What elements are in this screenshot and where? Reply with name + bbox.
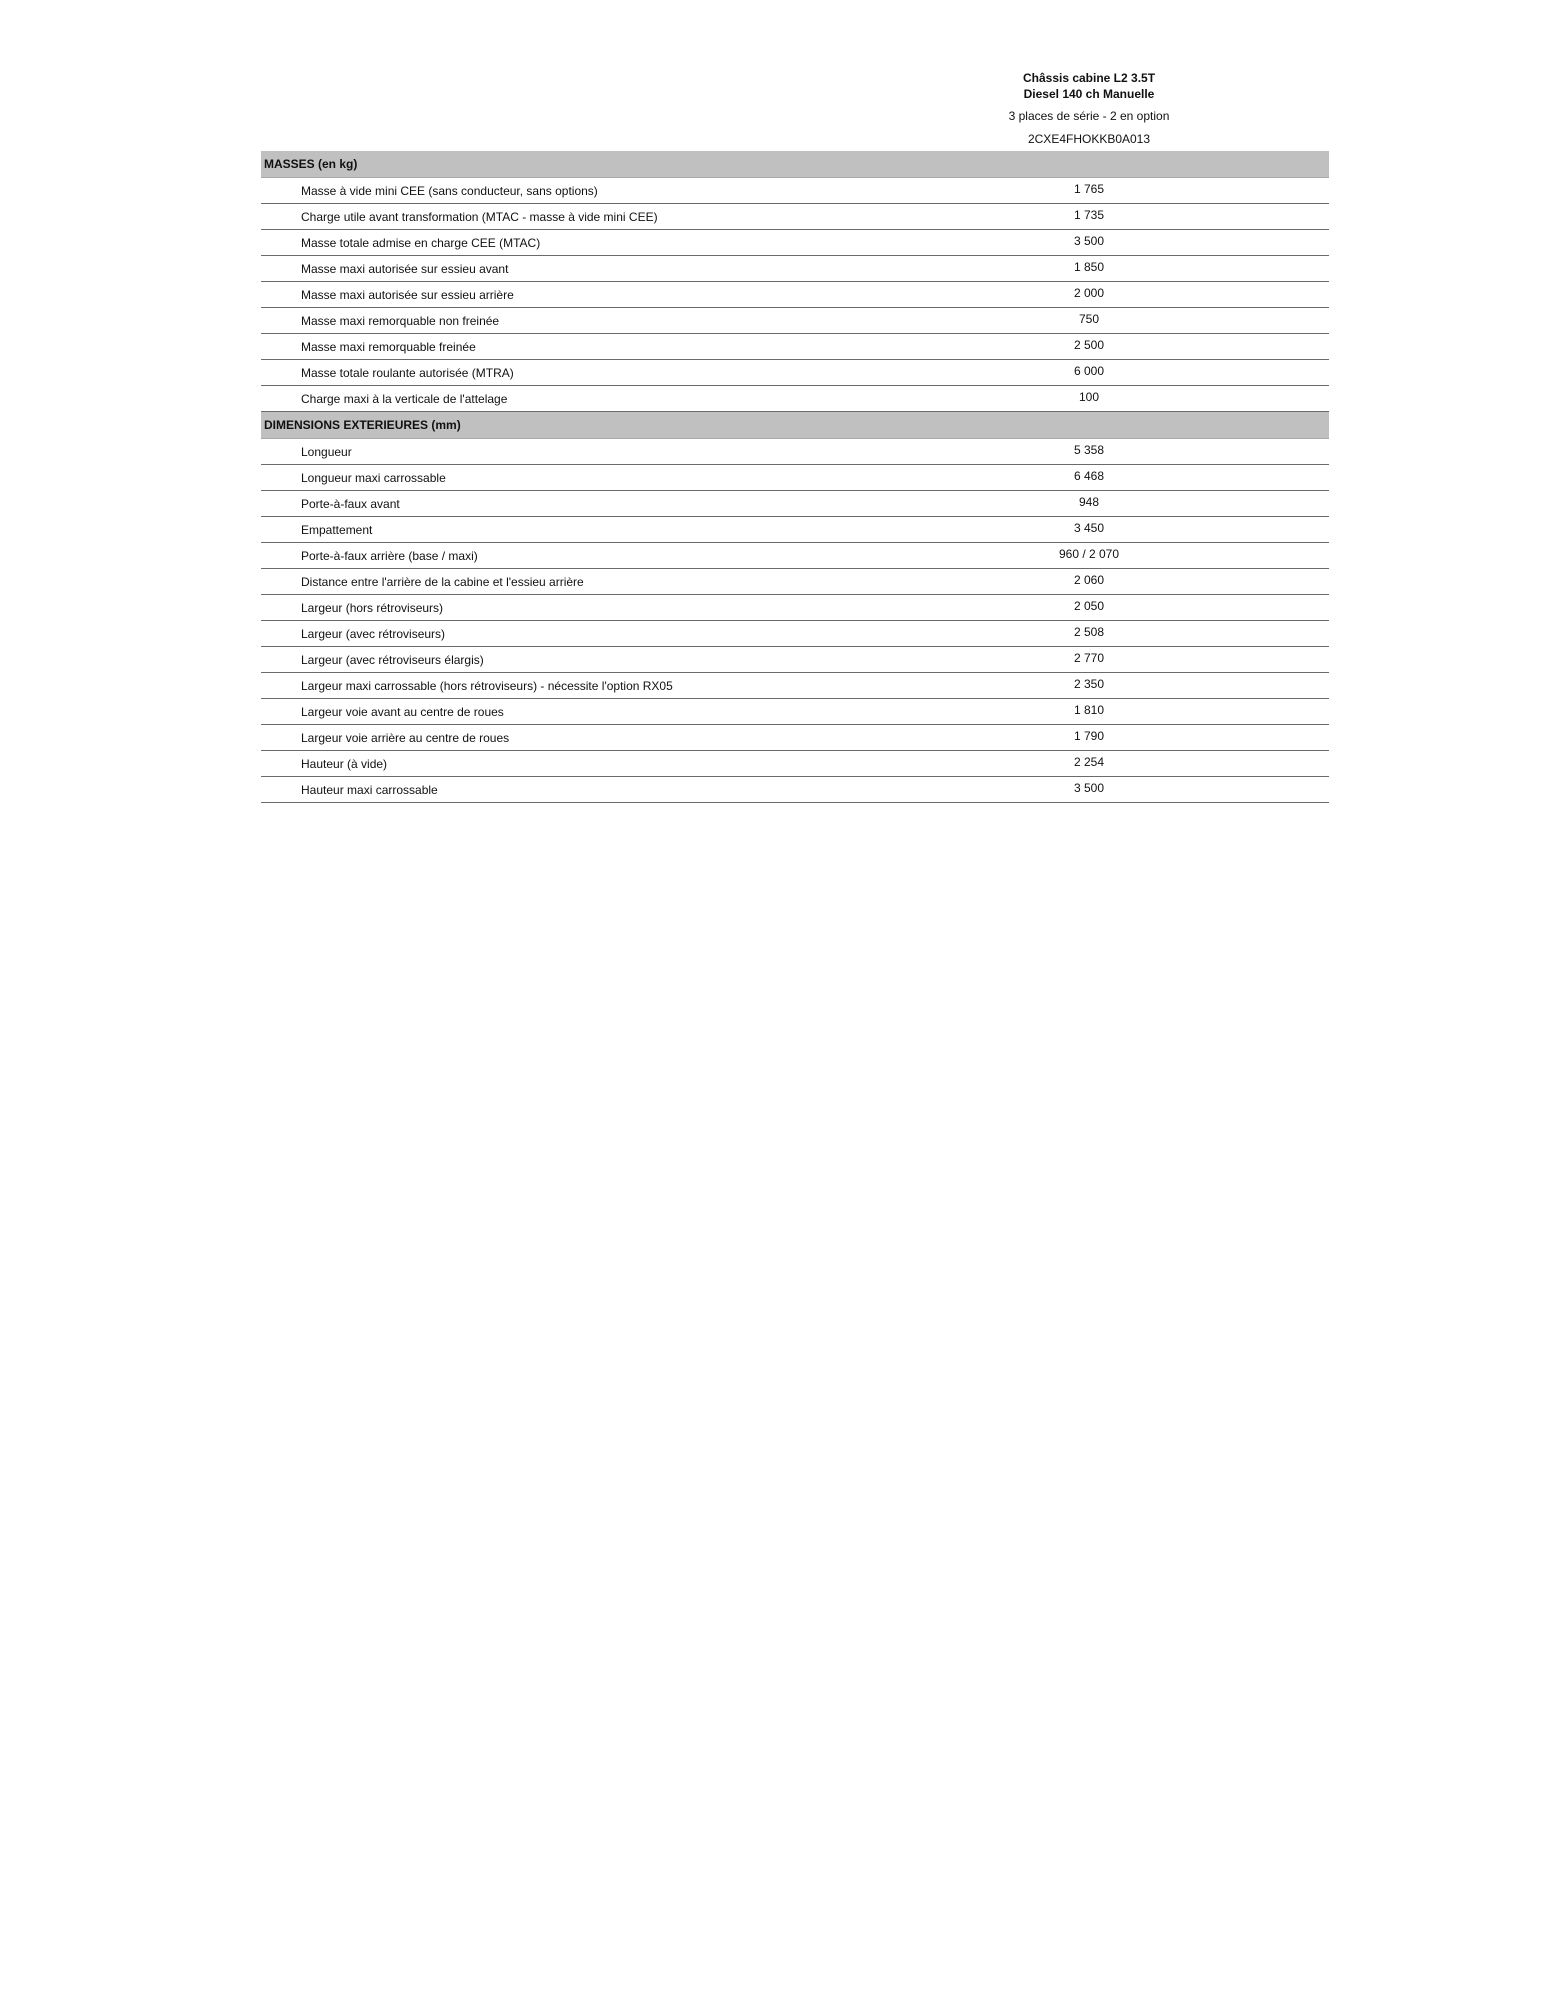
row-label: Largeur voie avant au centre de roues	[301, 705, 504, 719]
table-row	[261, 465, 1329, 491]
row-value: 2 770	[1073, 651, 1105, 665]
row-value: 2 508	[1073, 625, 1105, 639]
row-value: 2 050	[1073, 599, 1105, 613]
table-row	[261, 256, 1329, 282]
row-label: Masse maxi remorquable non freinée	[301, 314, 500, 328]
row-value: 6 000	[1073, 364, 1105, 378]
table-row	[261, 751, 1329, 777]
row-label: Largeur (hors rétroviseurs)	[301, 601, 444, 615]
row-label: Charge maxi à la verticale de l'attelage	[301, 392, 508, 406]
model-name-line1: Châssis cabine L2 3.5T	[1022, 71, 1156, 85]
row-label: Longueur maxi carrossable	[301, 471, 446, 485]
row-value: 750	[1078, 312, 1100, 326]
row-value: 1 765	[1073, 182, 1105, 196]
table-row	[261, 439, 1329, 465]
row-value: 2 000	[1073, 286, 1105, 300]
table-row	[261, 543, 1329, 569]
table-row	[261, 725, 1329, 751]
table-row	[261, 569, 1329, 595]
version-code: 2CXE4FHOKKB0A013	[1027, 132, 1151, 146]
table-row	[261, 621, 1329, 647]
row-label: Empattement	[301, 523, 373, 537]
row-label: Masse totale roulante autorisée (MTRA)	[301, 366, 514, 380]
row-label: Porte-à-faux avant	[301, 497, 400, 511]
table-row	[261, 230, 1329, 256]
row-value: 3 500	[1073, 781, 1105, 795]
model-name-line2: Diesel 140 ch Manuelle	[1023, 87, 1155, 101]
row-value: 100	[1078, 390, 1100, 404]
row-value: 960 / 2 070	[1058, 547, 1120, 561]
row-value: 2 500	[1073, 338, 1105, 352]
row-value: 1 790	[1073, 729, 1105, 743]
row-value: 2 060	[1073, 573, 1105, 587]
table-row	[261, 777, 1329, 803]
row-value: 5 358	[1073, 443, 1105, 457]
row-label: Masse totale admise en charge CEE (MTAC)	[301, 236, 541, 250]
table-row	[261, 491, 1329, 517]
table-row	[261, 308, 1329, 334]
table-row	[261, 204, 1329, 230]
row-label: Largeur (avec rétroviseurs)	[301, 627, 446, 641]
row-label: Longueur	[301, 445, 352, 459]
row-label: Masse maxi autorisée sur essieu avant	[301, 262, 509, 276]
row-value: 2 254	[1073, 755, 1105, 769]
row-value: 3 500	[1073, 234, 1105, 248]
row-value: 3 450	[1073, 521, 1105, 535]
spec-sheet	[261, 70, 1329, 803]
table-row	[261, 699, 1329, 725]
table-row	[261, 360, 1329, 386]
row-label: Largeur voie arrière au centre de roues	[301, 731, 510, 745]
row-label: Distance entre l'arrière de la cabine et l'essieu arrière	[301, 575, 584, 589]
table-row	[261, 386, 1329, 412]
row-value: 948	[1078, 495, 1100, 509]
table-row	[261, 595, 1329, 621]
row-label: Largeur (avec rétroviseurs élargis)	[301, 653, 484, 667]
section-header: MASSES (en kg)	[261, 151, 1329, 178]
row-value: 1 850	[1073, 260, 1105, 274]
row-value: 1 735	[1073, 208, 1105, 222]
row-value: 1 810	[1073, 703, 1105, 717]
row-label: Masse maxi remorquable freinée	[301, 340, 476, 354]
table-row	[261, 673, 1329, 699]
table-row	[261, 517, 1329, 543]
column-header	[989, 70, 1189, 147]
row-label: Hauteur (à vide)	[301, 757, 388, 771]
table-row	[261, 647, 1329, 673]
table-row	[261, 334, 1329, 360]
table-row	[261, 282, 1329, 308]
table-row	[261, 178, 1329, 204]
row-label: Masse maxi autorisée sur essieu arrière	[301, 288, 514, 302]
row-label: Charge utile avant transformation (MTAC - masse à vide mini CEE)	[301, 210, 658, 224]
row-label: Largeur maxi carrossable (hors rétroviseurs) - nécessite l'option RX05	[301, 679, 673, 693]
row-label: Hauteur maxi carrossable	[301, 783, 438, 797]
row-value: 6 468	[1073, 469, 1105, 483]
row-label: Porte-à-faux arrière (base / maxi)	[301, 549, 478, 563]
row-label: Masse à vide mini CEE (sans conducteur, sans options)	[301, 184, 598, 198]
spec-table	[261, 151, 1329, 803]
row-value: 2 350	[1073, 677, 1105, 691]
seats-info: 3 places de série - 2 en option	[1008, 109, 1170, 123]
section-header: DIMENSIONS EXTERIEURES (mm)	[261, 412, 1329, 439]
